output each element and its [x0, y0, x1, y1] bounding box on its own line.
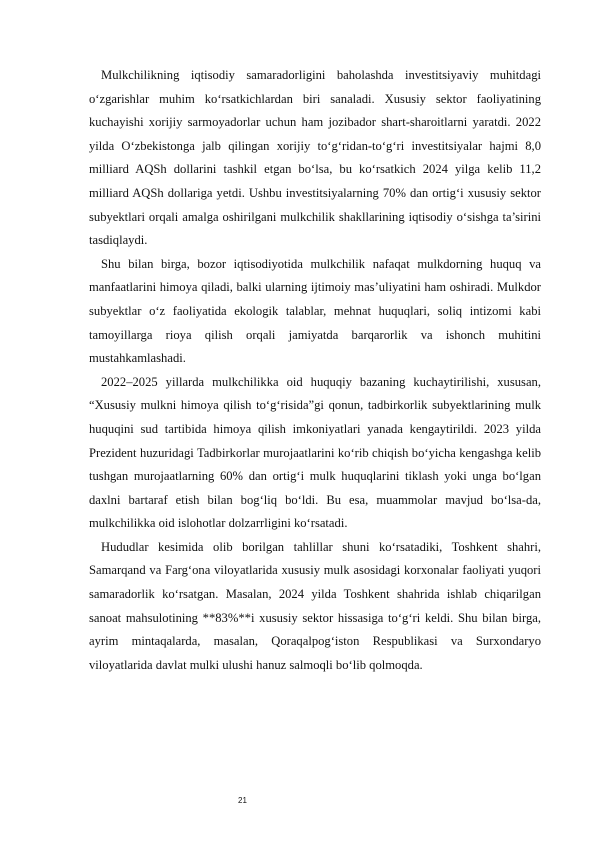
- document-page: [89, 64, 541, 677]
- page-number: [0, 796, 595, 805]
- paragraph-legal-framework: 2022–2025 yillarda mulkchilikka oid huquqiy bazaning kuchaytirilishi, xususan, “Xususiy mulkni himoya qilish to‘g‘risida”gi qonun, tadbirkorlik subyektlarining mulk huquqini sud tartibida himoya qilish imkoniyatlari yanada kengaytirildi. 2023 yilda Prezident huzuridagi Tadbirkorlar murojaatlarini ko‘rib chiqish bo‘yicha kengashga kelib tushgan murojaatlarning 60% dan ortig‘i mulk huquqlarini tiklash yoki unga bo‘lgan daxlni bartaraf etish bilan bog‘liq bo‘ldi. Bu esa, muammolar mavjud bo‘lsa-da, mulkchilikka oid islohotlar dolzarrligini ko‘rsatadi.: [89, 374, 541, 531]
- page-number-text: 21: [238, 796, 247, 805]
- paragraph-investment-climate: Mulkchilikning iqtisodiy samaradorligini baholashda investitsiyaviy muhitdagi o‘zgarishlar muhim ko‘rsatkichlardan biri sanaladi. Xususiy sektor faoliyatining kuchayishi xorijiy sarmoyadorlar uchun ham jozibador shart-sharoitlarni yaratdi. 2022 yilda O‘zbekistonga jalb qilingan xorijiy to‘g‘ridan-to‘g‘ri investitsiyalar hajmi 8,0 milliard AQSh dollarini tashkil etgan bo‘lsa, bu ko‘rsatkich 2024 yilga kelib 11,2 milliard AQSh dollariga yetdi. Ushbu investitsiyalarning 70% dan ortig‘i xususiy sektor subyektlari orqali amalga oshirilgani mulkchilik shakllarining iqtisodiy o‘sishga ta’sirini tasdiqlaydi.: [89, 68, 541, 248]
- paragraph-regional-analysis: Hududlar kesimida olib borilgan tahlillar shuni ko‘rsatadiki, Toshkent shahri, Samarqand va Farg‘ona viloyatlarida xususiy mulk asosidagi korxonalar faoliyati yuqori samaradorlik ko‘rsatgan. Masalan, 2024 yilda Toshkent shahrida ishlab chiqarilgan sanoat mahsulotining **83%**i xususiy sektor hissasiga to‘g‘ri keldi. Shu bilan birga, ayrim mintaqalarda, masalan, Qoraqalpog‘iston Respublikasi va Surxondaryo viloyatlarida davlat mulki ulushi hanuz salmoqli bo‘lib qolmoqda.: [89, 539, 541, 672]
- paragraph-social-responsibility: Shu bilan birga, bozor iqtisodiyotida mulkchilik nafaqat mulkdorning huquq va manfaatlarini himoya qiladi, balki ularning ijtimoiy mas’uliyatini ham oshiradi. Mulkdor subyektlar o‘z faoliyatida ekologik talablar, mehnat huquqlari, soliq intizomi kabi tamoyillarga rioya qilish orqali jamiyatda barqarorlik va ishonch muhitini mustahkamlashadi.: [89, 256, 541, 366]
